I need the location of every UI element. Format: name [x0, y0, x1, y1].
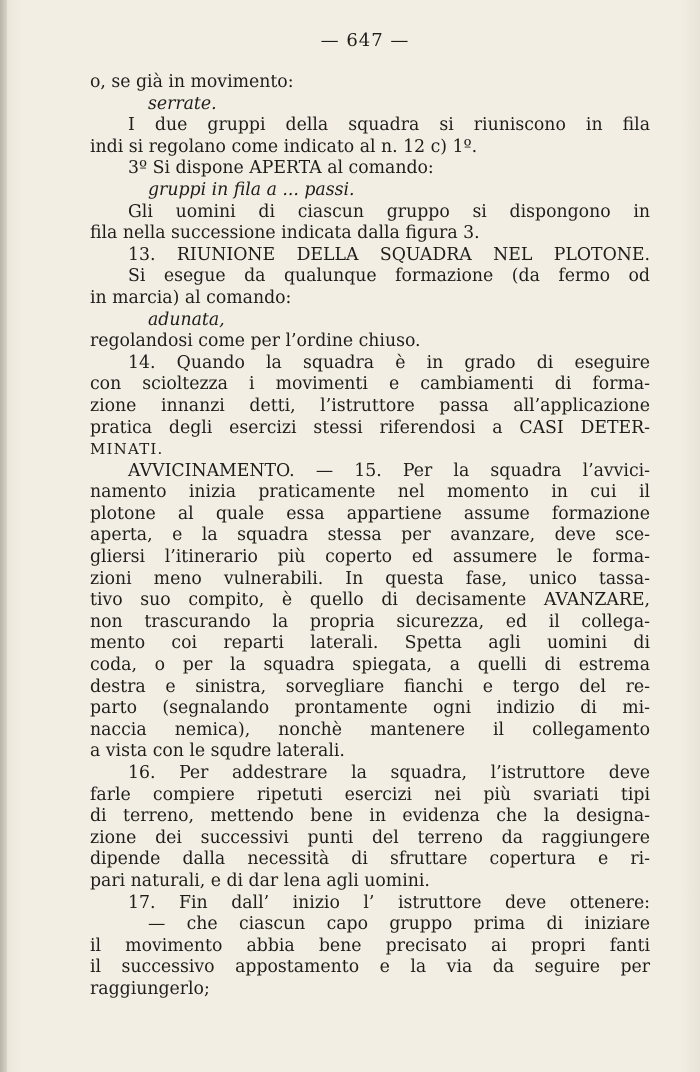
page-number: — 647 —	[320, 30, 410, 51]
text-line: 3º Si dispone APERTA al comando:	[128, 158, 434, 179]
text-line: plotone al quale essa appartiene assume formazione	[90, 503, 650, 524]
text-line: di terreno, mettendo bene in evidenza che la designa-	[90, 806, 650, 827]
text-line: farle compiere ripetuti esercizi nei più svariati tipi	[90, 784, 650, 805]
text-line: gruppi in fila a ... passi.	[148, 179, 355, 200]
text-line: Si esegue da qualunque formazione (da fermo od	[128, 266, 650, 287]
text-line: zione innanzi detti, l’istruttore passa all’applicazione	[90, 395, 650, 416]
text-line: 14. Quando la squadra è in grado di eseguire	[128, 352, 650, 373]
text-line: — che ciascun capo gruppo prima di iniziare	[148, 914, 650, 935]
body-text	[90, 72, 650, 1001]
text-line: zione dei successivi punti del terreno da raggiungere	[90, 827, 650, 848]
text-line: adunata,	[148, 309, 225, 330]
text-line: tivo suo compito, è quello di decisamente AVANZARE,	[90, 590, 650, 611]
text-line: gliersi l’itinerario più coperto ed assumere le forma-	[90, 547, 650, 568]
text-line: namento inizia praticamente nel momento in cui il	[90, 482, 650, 503]
text-line: raggiungerlo;	[90, 978, 210, 999]
text-line: serrate.	[148, 93, 217, 114]
text-line: destra e sinistra, sorvegliare fianchi e tergo del re-	[90, 676, 650, 697]
text-line: Gli uomini di ciascun gruppo si dispongono in	[128, 201, 650, 222]
text-line: zioni meno vulnerabili. In questa fase, unico tassa-	[90, 568, 650, 589]
text-line: regolandosi come per l’ordine chiuso.	[90, 331, 421, 352]
text-line: 13. RIUNIONE DELLA SQUADRA NEL PLOTONE.	[128, 244, 650, 265]
text-line: il movimento abbia bene precisato ai propri fanti	[90, 935, 650, 956]
text-line: 17. Fin dall’ inizio l’ istruttore deve ottenere:	[128, 892, 650, 913]
text-line: non trascurando la propria sicurezza, ed il collega-	[90, 611, 650, 632]
text-line: a vista con le squdre laterali.	[90, 741, 345, 762]
text-line: o, se già in movimento:	[90, 72, 294, 92]
text-line: fila nella successione indicata dalla figura 3.	[90, 223, 480, 244]
text-line: il successivo appostamento e la via da seguire per	[90, 957, 650, 978]
text-line: dipende dalla necessità di sfruttare copertura e ri-	[90, 849, 650, 870]
text-line: indi si regolano come indicato al n. 12 c) 1º.	[90, 136, 478, 157]
text-line: coda, o per la squadra spiegata, a quelli di estrema	[90, 655, 650, 676]
text-line: aperta, e la squadra stessa per avanzare, deve sce-	[90, 525, 650, 546]
page-gutter	[0, 0, 7, 1072]
text-line: 16. Per addestrare la squadra, l’istruttore deve	[128, 763, 650, 783]
text-line: mento coi reparti laterali. Spetta agli uomini di	[90, 633, 650, 654]
text-line: I due gruppi della squadra si riuniscono in fila	[128, 115, 650, 136]
text-line: naccia nemica), nonchè mantenere il collegamento	[90, 719, 650, 740]
text-line: pari naturali, e di dar lena agli uomini.	[90, 870, 430, 891]
text-line: MINATI.	[90, 440, 164, 459]
text-line: con scioltezza i movimenti e cambiamenti di forma-	[90, 374, 650, 395]
text-line: AVVICINAMENTO. — 15. Per la squadra l’avvici-	[128, 460, 650, 481]
text-line: in marcia) al comando:	[90, 287, 292, 308]
text-line: parto (segnalando prontamente ogni indizio di mi-	[90, 698, 650, 719]
text-line: pratica degli esercizi stessi riferendosi a CASI DETER-	[90, 417, 650, 438]
